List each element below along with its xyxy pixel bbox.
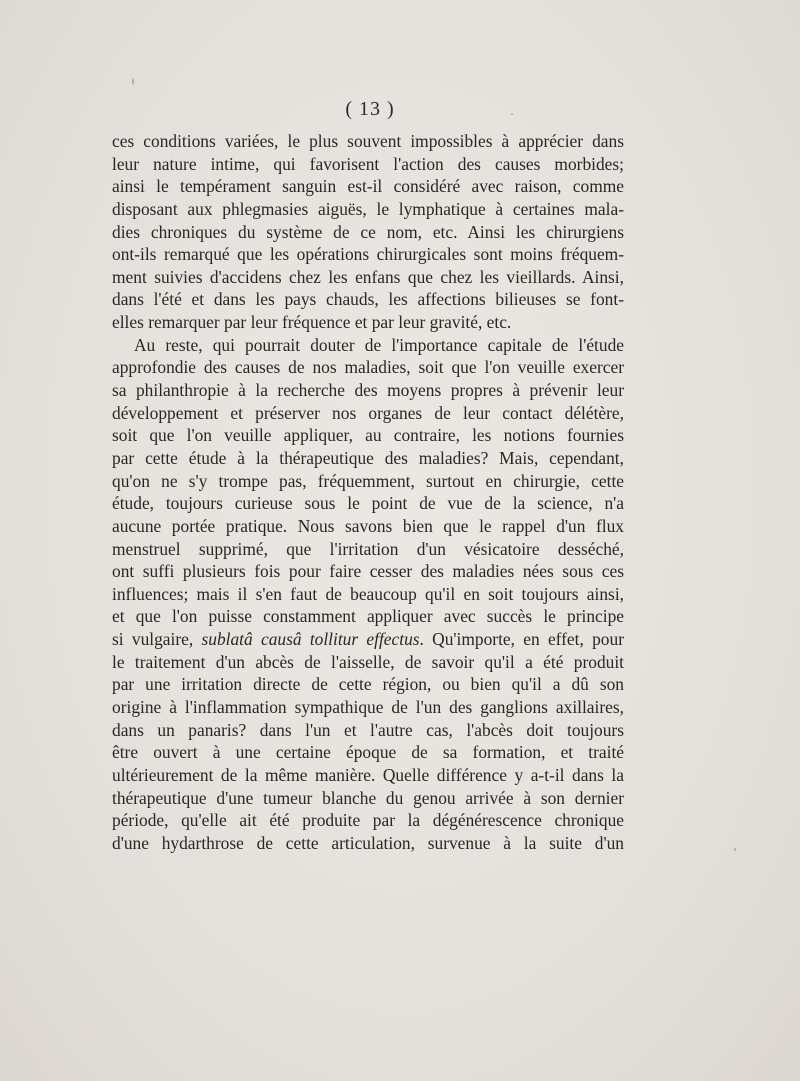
paragraph-1 bbox=[112, 130, 624, 334]
text-line: menstruel supprimé, que l'irritation d'un vésicatoire desséché, bbox=[112, 538, 624, 559]
latin-maxim: sublatâ causâ tollitur effectus bbox=[201, 629, 420, 650]
text-line: Au reste, qui pourrait douter de l'importance capitale de l'étude bbox=[134, 334, 624, 355]
text-line: étude, toujours curieuse sous le point de vue de la science, n'a bbox=[112, 493, 624, 514]
text-line: ment suivies d'accidens chez les enfans que chez les vieillards. Ainsi, bbox=[112, 266, 624, 287]
text-line: par une irritation directe de cette région, ou bien qu'il a dû son bbox=[112, 674, 624, 695]
text-line: dans un panaris? dans l'un et l'autre cas, l'abcès doit toujours bbox=[112, 719, 624, 740]
text-line: aucune portée pratique. Nous savons bien que le rappel d'un flux bbox=[112, 515, 624, 536]
text-line: ces conditions variées, le plus souvent impossibles à apprécier dans bbox=[112, 131, 624, 151]
text-line: le traitement d'un abcès de l'aisselle, de savoir qu'il a été produit bbox=[112, 651, 624, 672]
text-line: sa philanthropie à la recherche des moyens propres à prévenir leur bbox=[112, 380, 624, 401]
text-line: développement et préserver nos organes de leur contact délétère, bbox=[112, 402, 624, 423]
page-number: ( 13 ) bbox=[345, 98, 395, 120]
body-text bbox=[112, 130, 624, 855]
latin-maxim-line bbox=[112, 628, 624, 651]
paper-speck bbox=[132, 78, 134, 85]
text-line: et que l'on puisse constamment appliquer avec succès le principe bbox=[112, 606, 624, 627]
latin-line-after: . Qu'importe, en effet, pour bbox=[419, 629, 624, 650]
text-line: ont-ils remarqué que les opérations chirurgicales sont moins fréquem- bbox=[112, 244, 624, 265]
latin-line-before: si vulgaire, bbox=[112, 629, 202, 650]
text-line: par cette étude à la thérapeutique des maladies? Mais, cependant, bbox=[112, 447, 624, 468]
text-line: ont suffi plusieurs fois pour faire cesser des maladies nées sous ces bbox=[112, 561, 624, 582]
text-line: leur nature intime, qui favorisent l'action des causes morbides; bbox=[112, 153, 624, 174]
paragraph-2 bbox=[112, 334, 624, 855]
text-line: dies chroniques du système de ce nom, etc. Ainsi les chirurgiens bbox=[112, 221, 624, 242]
text-line: origine à l'inflammation sympathique de l'un des ganglions axillaires, bbox=[112, 697, 624, 718]
text-line: approfondie des causes de nos maladies, soit que l'on veuille exercer bbox=[112, 357, 624, 378]
paper-speck bbox=[734, 848, 736, 851]
text-line: influences; mais il s'en faut de beaucoup qu'il en soit toujours ainsi, bbox=[112, 583, 624, 604]
text-line: qu'on ne s'y trompe pas, fréquemment, surtout en chirurgie, cette bbox=[112, 470, 624, 491]
text-line: soit que l'on veuille appliquer, au contraire, les notions fournies bbox=[112, 425, 624, 446]
text-line: période, qu'elle ait été produite par la dégénérescence chronique bbox=[112, 810, 624, 831]
text-line: thérapeutique d'une tumeur blanche du genou arrivée à son dernier bbox=[112, 787, 624, 808]
text-line: d'une hydarthrose de cette articulation, survenue à la suite d'un bbox=[112, 832, 624, 853]
text-line: ultérieurement de la même manière. Quelle différence y a-t-il dans la bbox=[112, 764, 624, 785]
text-line: elles remarquer par leur fréquence et par leur gravité, etc. bbox=[112, 312, 512, 333]
text-line: disposant aux phlegmasies aiguës, le lymphatique à certaines mala- bbox=[112, 198, 624, 219]
text-line: dans l'été et dans les pays chauds, les affections bilieuses se font- bbox=[112, 289, 624, 310]
text-line: être ouvert à une certaine époque de sa formation, et traité bbox=[112, 742, 624, 763]
text-line: ainsi le tempérament sanguin est-il considéré avec raison, comme bbox=[112, 176, 624, 197]
